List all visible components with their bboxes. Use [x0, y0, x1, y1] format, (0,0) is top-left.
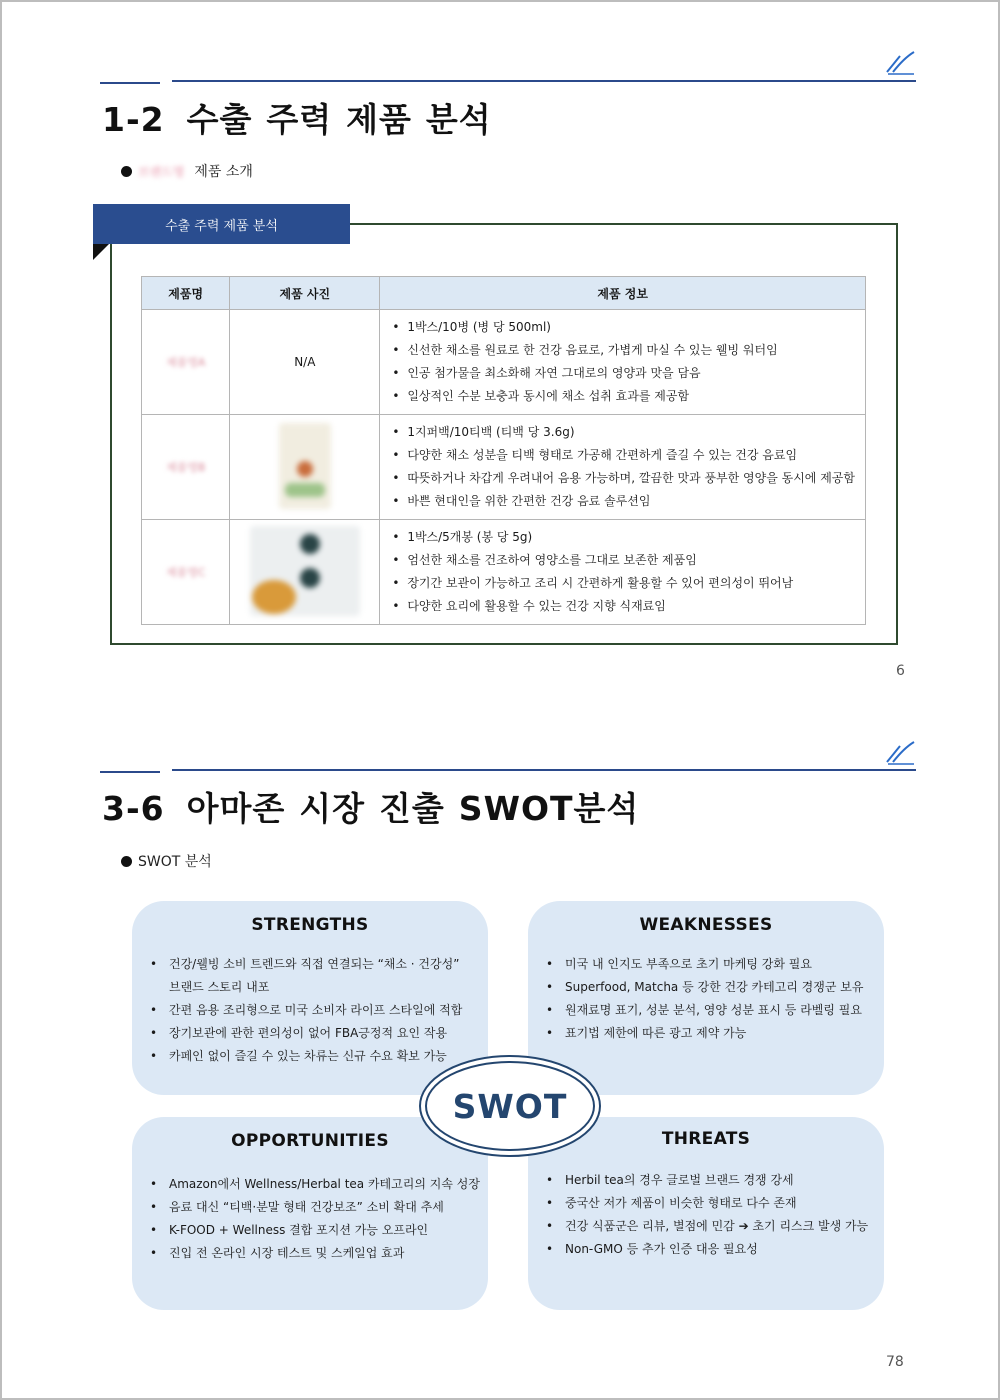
info-item: • 바쁜 현대인을 위한 간편한 건강 음료 솔루션임	[392, 490, 855, 513]
info-item: • 1박스/10병 (병 당 500ml)	[392, 316, 855, 339]
strength-item: • 건강/웰빙 소비 트렌드와 직접 연결되는 “채소 · 건강성” 브랜드 스토리 내포	[150, 953, 478, 999]
column-header: 제품 정보	[380, 277, 866, 310]
info-item: • 따뜻하거나 차갑게 우려내어 음용 가능하며, 깔끔한 맛과 풍부한 영양을 동시에 제공함	[392, 467, 855, 490]
product-photo-placeholder: N/A	[230, 310, 380, 415]
info-item: • 1박스/5개봉 (봉 당 5g)	[392, 526, 855, 549]
blurred-brand-name: 브랜드명	[138, 164, 185, 179]
table-row	[142, 520, 866, 625]
box-tab-label: 수출 주력 제품 분석	[93, 204, 350, 244]
intro-line	[121, 161, 253, 181]
column-header: 제품 사진	[230, 277, 380, 310]
intro-text: 제품 소개	[194, 164, 253, 180]
info-item: • 1지퍼백/10티백 (티백 당 3.6g)	[392, 421, 855, 444]
bullet-dot	[121, 166, 132, 177]
column-header: 제품명	[142, 277, 230, 310]
threats-title: THREATS	[661, 1129, 751, 1149]
title-word: 진출	[379, 789, 445, 828]
opportunities-title: OPPORTUNITIES	[231, 1131, 389, 1151]
info-item: • 장기간 보관이 가능하고 조리 시 간편하게 활용할 수 있어 편의성이 뛰어남	[392, 572, 855, 595]
section-number: 3-6	[102, 789, 165, 828]
section-number: 1-2	[102, 100, 165, 139]
page-title	[102, 783, 639, 830]
opportunity-item: • Amazon에서 Wellness/Herbal tea 카테고리의 지속 성장	[150, 1173, 478, 1196]
product-photo	[230, 415, 380, 520]
info-item: • 다양한 요리에 활용할 수 있는 건강 지향 식재료임	[392, 595, 855, 618]
bullet-dot	[121, 856, 132, 867]
info-item: • 인공 첨가물을 최소화해 자연 그대로의 영양과 맛을 담음	[392, 362, 855, 385]
product-name: 제품명C	[165, 566, 206, 579]
title-word: 수출	[186, 100, 253, 139]
header-rule-long	[172, 769, 916, 771]
page-number: 6	[896, 663, 905, 679]
threat-item: • Non-GMO 등 추가 인증 대응 필요성	[546, 1238, 874, 1261]
product-photo	[230, 520, 380, 625]
weakness-item: • 원재료명 표기, 성분 분석, 영양 성분 표시 등 라벨링 필요	[546, 999, 874, 1022]
threat-item: • 중국산 저가 제품이 비슷한 형태로 다수 존재	[546, 1192, 874, 1215]
product-table	[141, 276, 866, 625]
weaknesses-title: WEAKNESSES	[639, 915, 773, 935]
strength-item: • 카페인 없이 즐길 수 있는 차류는 신규 수요 확보 가능	[150, 1045, 478, 1068]
opportunity-item: • 진입 전 온라인 시장 테스트 및 스케일업 효과	[150, 1242, 478, 1265]
table-row	[142, 415, 866, 520]
strengths-title: STRENGTHS	[251, 915, 369, 935]
title-word: 주력	[266, 100, 333, 139]
product-name: 제품명B	[165, 461, 206, 474]
product-name: 제품명A	[165, 356, 206, 369]
brand-check-icon	[884, 740, 918, 766]
strength-item: • 간편 음용 조리형으로 미국 소비자 라이프 스타일에 적합	[150, 999, 478, 1022]
info-item: • 일상적인 수분 보충과 동시에 채소 섭취 효과를 제공함	[392, 385, 855, 408]
intro-line	[121, 851, 212, 871]
weakness-item: • 미국 내 인지도 부족으로 초기 마케팅 강화 필요	[546, 953, 874, 976]
header-rule-short	[100, 82, 160, 84]
strength-item: • 장기보관에 관한 편의성이 없어 FBA긍정적 요인 작용	[150, 1022, 478, 1045]
threat-item: • Herbil tea의 경우 글로벌 브랜드 경쟁 강세	[546, 1169, 874, 1192]
table-header-row	[142, 277, 866, 310]
dried-vegetable-package-image	[250, 526, 360, 616]
info-item: • 신선한 채소를 원료로 한 건강 음료로, 가볍게 마실 수 있는 웰빙 워터임	[392, 339, 855, 362]
swot-center-label: SWOT	[452, 1086, 568, 1126]
page-title	[102, 94, 492, 141]
weakness-item: • 표기법 제한에 따른 광고 제약 가능	[546, 1022, 874, 1045]
title-word: 분석	[425, 100, 492, 139]
title-word: 아마존	[186, 789, 286, 828]
threat-item: • 건강 식품군은 리뷰, 별점에 민감 ➔ 초기 리스크 발생 가능	[546, 1215, 874, 1238]
tea-bag-pouch-image	[279, 423, 331, 509]
title-word: SWOT분석	[458, 789, 640, 828]
opportunity-item: • 음료 대신 “티백·분말 형태 건강보조” 소비 확대 추세	[150, 1196, 478, 1219]
title-word: 시장	[299, 789, 366, 828]
title-word: 제품	[346, 100, 412, 139]
page-number: 78	[886, 1354, 904, 1370]
weakness-item: • Superfood, Matcha 등 강한 건강 카테고리 경쟁군 보유	[546, 976, 874, 999]
table-row	[142, 310, 866, 415]
brand-check-icon	[884, 50, 918, 76]
info-item: • 엄선한 채소를 건조하여 영양소를 그대로 보존한 제품임	[392, 549, 855, 572]
intro-text: SWOT 분석	[138, 854, 212, 870]
tab-fold-decoration	[93, 244, 109, 260]
header-rule-short	[100, 771, 160, 773]
opportunity-item: • K-FOOD + Wellness 결합 포지션 가능 오프라인	[150, 1219, 478, 1242]
info-item: • 다양한 채소 성분을 티백 형태로 가공해 간편하게 즐길 수 있는 건강 음료임	[392, 444, 855, 467]
header-rule-long	[172, 80, 916, 82]
